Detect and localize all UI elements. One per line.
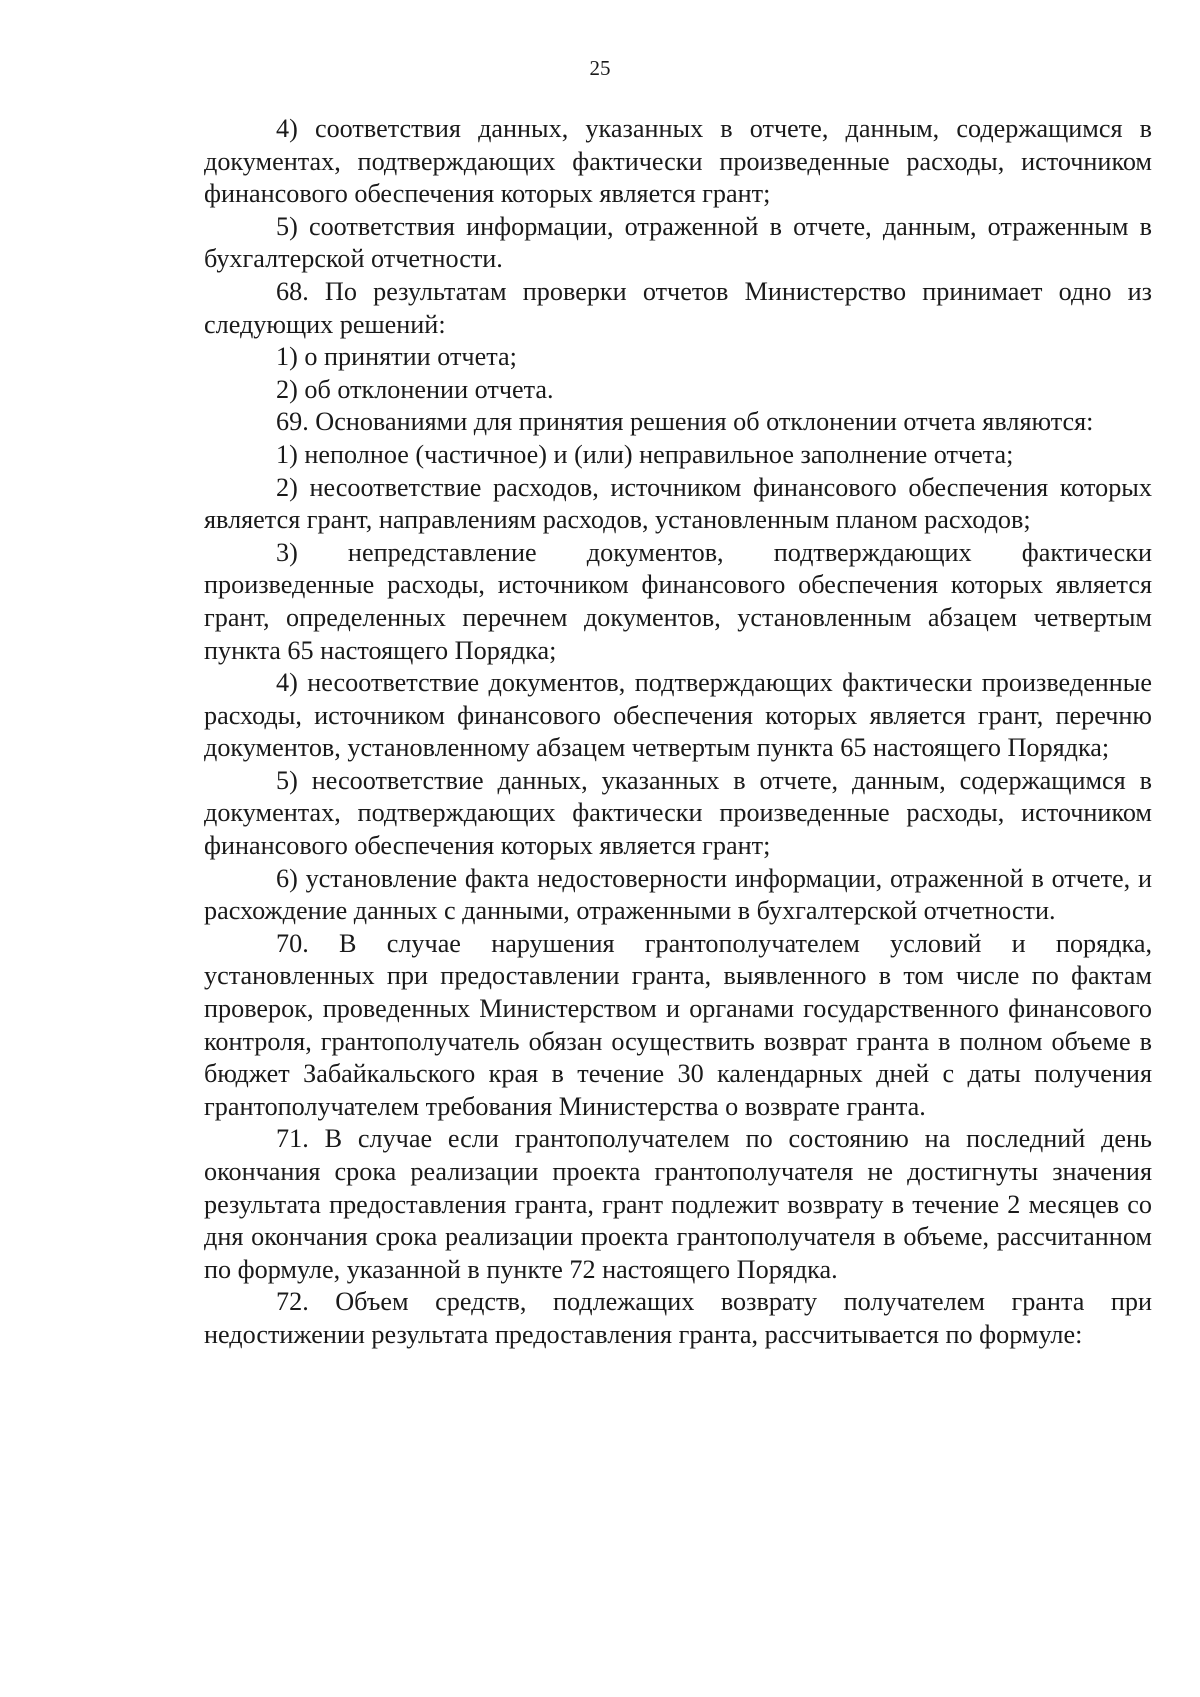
paragraph-ground-2: 2) несоответствие расходов, источником финансового обеспечения которых является грант, направлениям расходов, установленным планом расходов; <box>204 472 1152 535</box>
paragraph-4-report-data-match: 4) соответствия данных, указанных в отчете, данным, содержащимся в документах, подтверждающих фактически произведенные расходы, источником финансового обеспечения которых является грант; <box>204 114 1152 209</box>
paragraph-5-accounting-match: 5) соответствия информации, отраженной в отчете, данным, отраженным в бухгалтерской отчетности. <box>204 211 1152 274</box>
paragraph-decision-reject: 2) об отклонении отчета. <box>276 374 554 404</box>
paragraph-ground-6: 6) установление факта недостоверности информации, отраженной в отчете, и расхождение данных с данными, отраженными в бухгалтерской отчетности. <box>204 863 1152 926</box>
paragraph-71-return-not-achieved: 71. В случае если грантополучателем по состоянию на последний день окончания срока реализации проекта грантополучателя не достигнуты значения результата предоставления гранта, грант подлежит возврату в течение 2 месяцев со дня окончания срока реализации проекта грантополучателя в объеме, рассчитанном по формуле, указанной в пункте 72 настоящего Порядка. <box>204 1124 1152 1284</box>
document-body <box>204 113 1152 1352</box>
paragraph-69-grounds: 69. Основаниями для принятия решения об отклонении отчета являются: <box>276 407 1094 437</box>
paragraph-68-decisions: 68. По результатам проверки отчетов Министерство принимает одно из следующих решений: <box>204 276 1152 339</box>
paragraph-ground-5: 5) несоответствие данных, указанных в отчете, данным, содержащимся в документах, подтверждающих фактически произведенные расходы, источником финансового обеспечения которых является грант; <box>204 765 1152 861</box>
paragraph-ground-4: 4) несоответствие документов, подтверждающих фактически произведенные расходы, источником финансового обеспечения которых является грант, перечню документов, установленному абзацем четвертым пункта 65 настоящего Порядка; <box>204 668 1152 763</box>
paragraph-72-formula-intro: 72. Объем средств, подлежащих возврату получателем гранта при недостижении результата предоставления гранта, рассчитывается по формуле: <box>204 1287 1152 1349</box>
paragraph-ground-3: 3) непредставление документов, подтверждающих фактически произведенные расходы, источником финансового обеспечения которых является грант, определенных перечнем документов, установленным абзацем четвертым пункта 65 настоящего Порядка; <box>204 537 1152 665</box>
paragraph-decision-accept: 1) о принятии отчета; <box>276 342 517 372</box>
page-number: 25 <box>589 56 611 80</box>
paragraph-ground-1: 1) неполное (частичное) и (или) неправильное заполнение отчета; <box>276 439 1014 469</box>
paragraph-70-return-violation: 70. В случае нарушения грантополучателем условий и порядка, установленных при предоставлении гранта, выявленного в том числе по фактам проверок, проведенных Министерством и органами государственного финансового контроля, грантополучатель обязан осуществить возврат гранта в полном объеме в бюджет Забайкальского края в течение 30 календарных дней с даты получения грантополучателем требования Министерства о возврате гранта. <box>204 928 1152 1121</box>
